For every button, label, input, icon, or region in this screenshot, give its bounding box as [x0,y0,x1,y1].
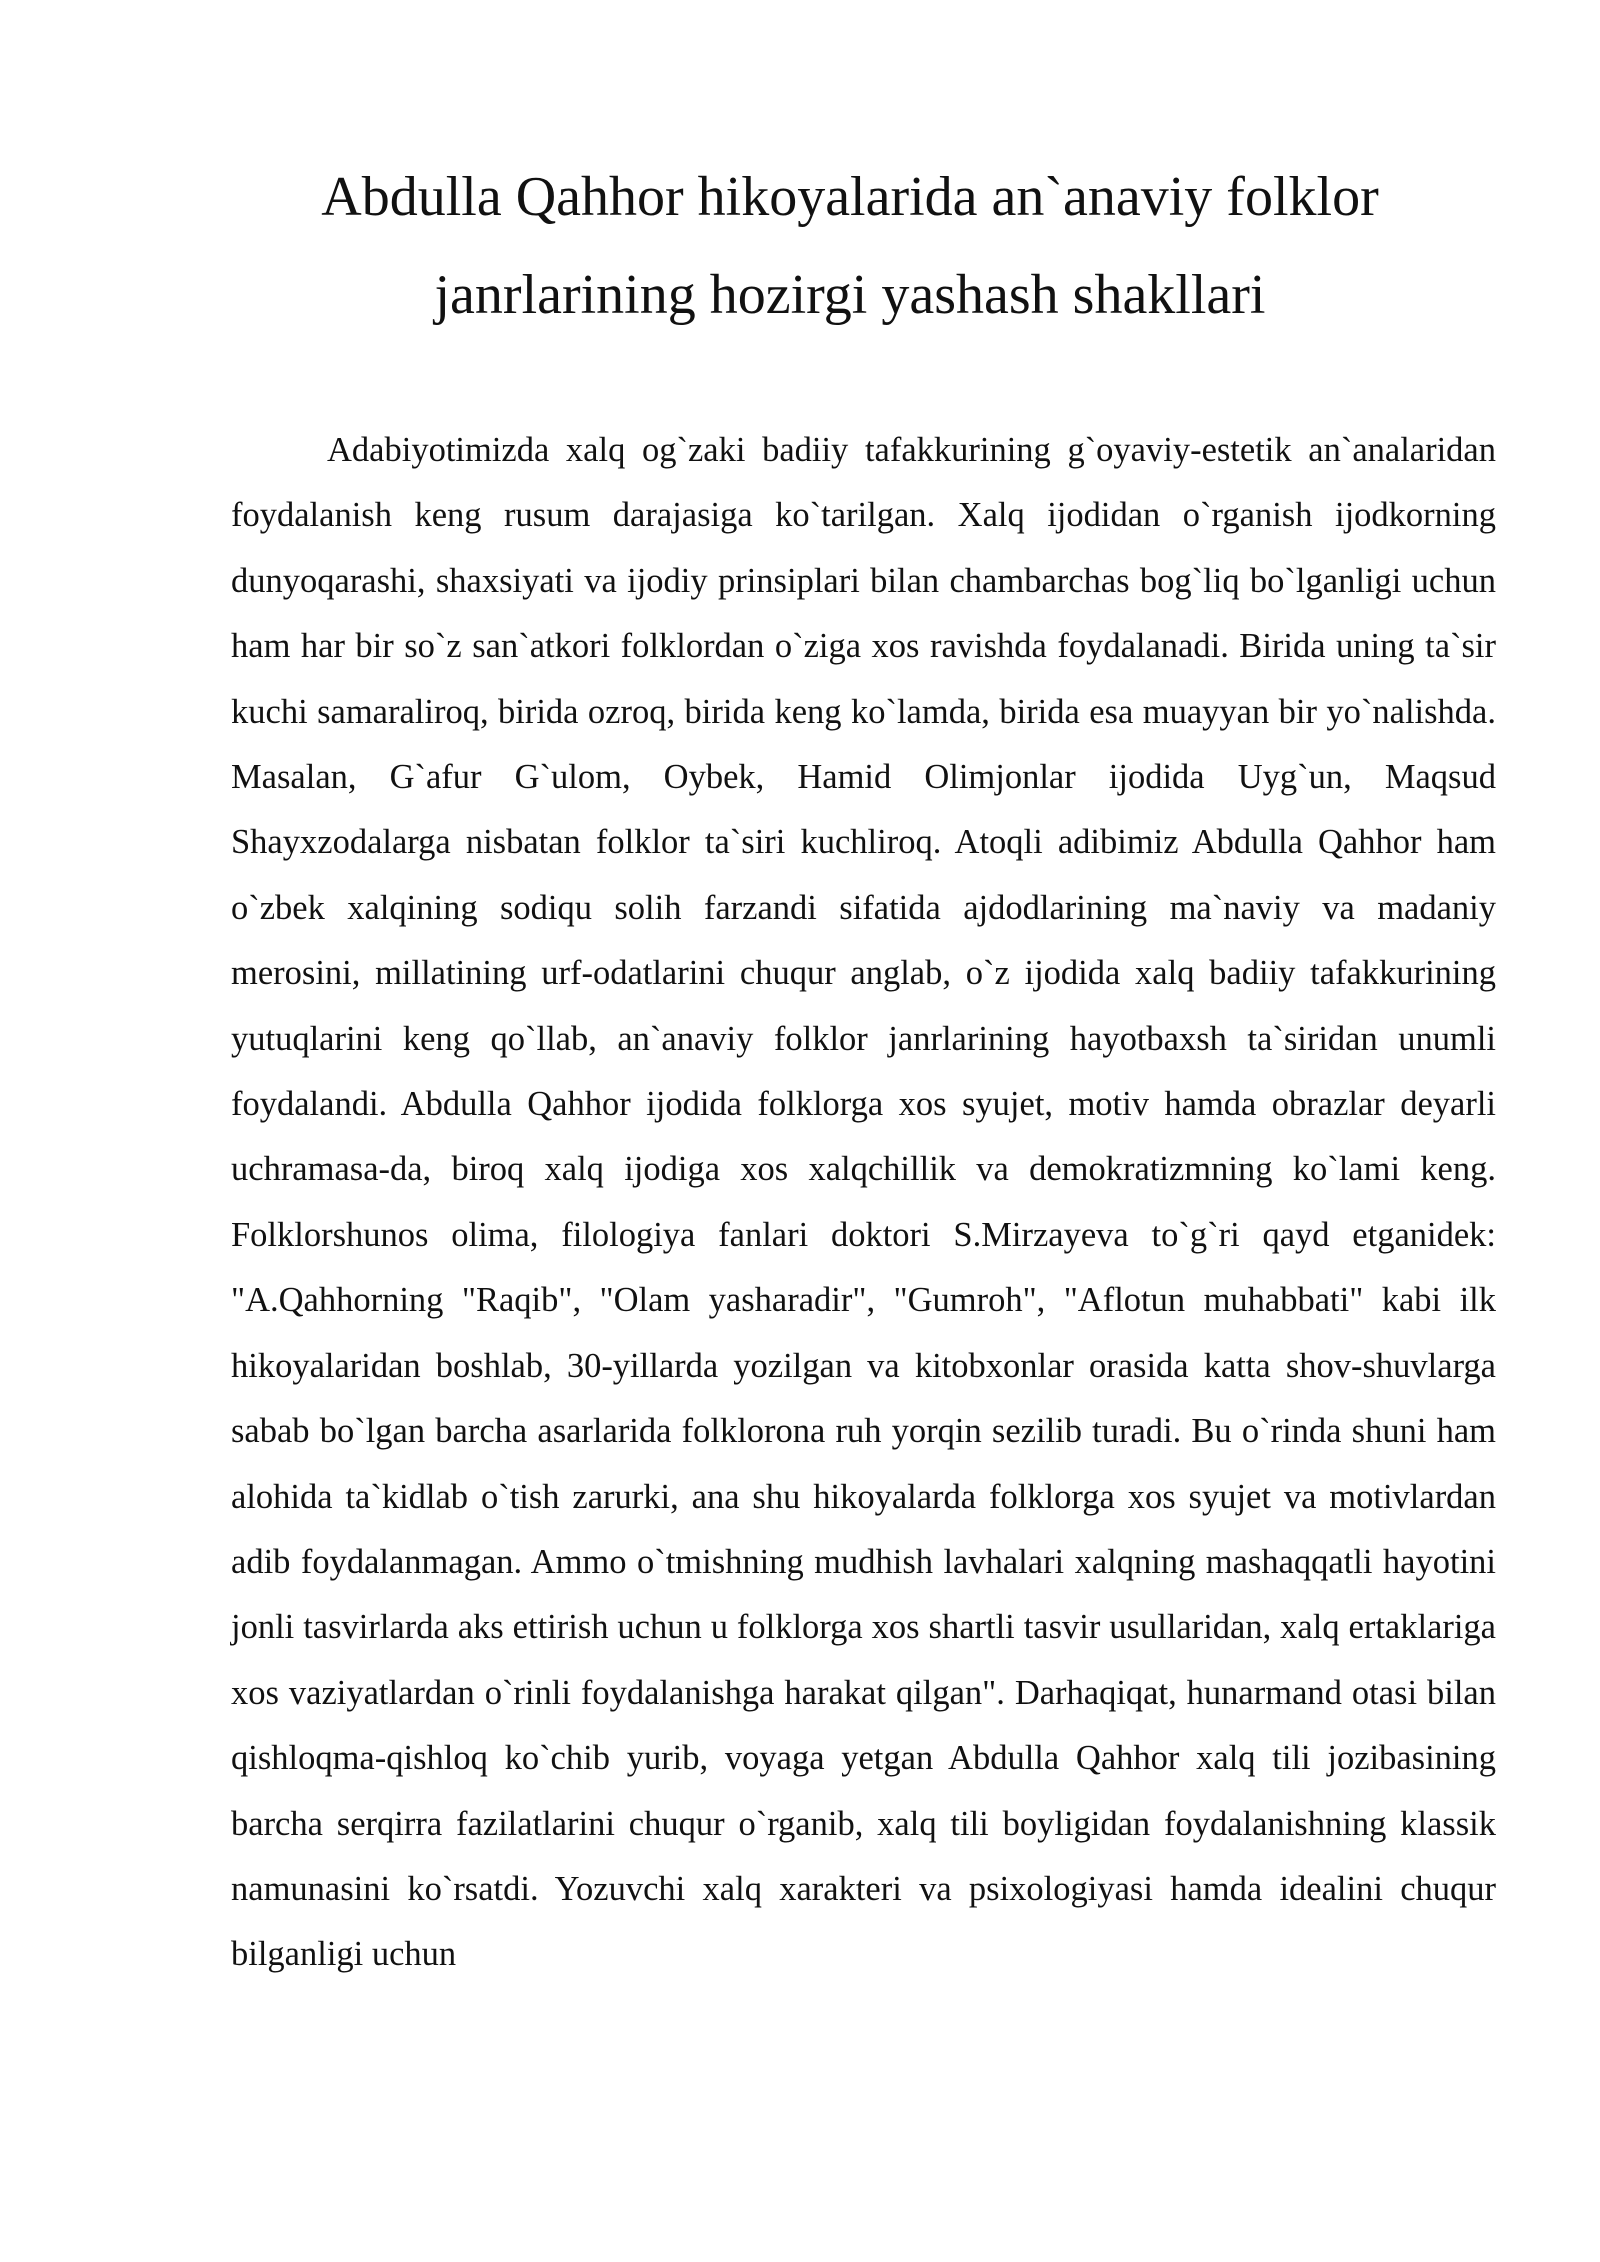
title-line-1: Abdulla Qahhor hikoyalarida an`anaviy folklor [321,166,1379,228]
body-paragraph: Adabiyotimizda xalq og`zaki badiiy tafakkurining g`oyaviy-estetik an`analaridan foydalanish keng rusum darajasiga ko`tarilgan. Xalq ijodidan o`rganish ijodkorning dunyoqarashi, shaxsiyati va ijodiy prinsiplari bilan chambarchas bog`liq bo`lganligi uchun ham har bir so`z san`atkori folklordan o`ziga xos ravishda foydalanadi. Birida uning ta`sir kuchi samaraliroq, birida ozroq, birida keng ko`lamda, birida esa muayyan bir yo`nalishda. Masalan, G`afur G`ulom, Oybek, Hamid Olimjonlar ijodida Uyg`un, Maqsud Shayxzodalarga nisbatan folklor ta`siri kuchliroq. Atoqli adibimiz Abdulla Qahhor ham o`zbek xalqining sodiqu solih farzandi sifatida ajdodlarining ma`naviy va madaniy merosini, millatining urf-odatlarini chuqur anglab, o`z ijodida xalq badiiy tafakkurining yutuqlarini keng qo`llab, an`anaviy folklor janrlarining hayotbaxsh ta`siridan unumli foydalandi. Abdulla Qahhor ijodida folklorga xos syujet, motiv hamda obrazlar deyarli uchramasa-da, biroq xalq ijodiga xos xalqchillik va demokratizmning ko`lami keng. Folklorshunos olima, filologiya fanlari doktori S.Mirzayeva to`g`ri qayd etganidek: "A.Qahhorning "Raqib", "Olam yasharadir", "Gumroh", "Aflotun muhabbati" kabi ilk hikoyalaridan boshlab, 30-yillarda yozilgan va kitobxonlar orasida katta shov-shuvlarga sabab bo`lgan barcha asarlarida folklorona ruh yorqin sezilib turadi. Bu o`rinda shuni ham alohida ta`kidlab o`tish zarurki, ana shu hikoyalarda folklorga xos syujet va motivlardan adib foydalanmagan. Ammo o`tmishning mudhish lavhalari xalqning mashaqqatli hayotini jonli tasvirlarda aks ettirish uchun u folklorga xos shartli tasvir usullaridan, xalq ertaklariga xos vaziyatlardan o`rinli foydalanishga harakat qilgan". Darhaqiqat, hunarmand otasi bilan qishloqma-qishloq ko`chib yurib, voyaga yetgan Abdulla Qahhor xalq tili jozibasining barcha serqirra fazilatlarini chuqur o`rganib, xalq tili boyligidan foydalanishning klassik namunasini ko`rsatdi. Yozuvchi xalq xarakteri va psixologiyasi hamda idealini chuqur bilganligi uchun [231,431,1496,1974]
document-title [200,148,1500,344]
title-line-2: janrlarining hozirgi yashash shakllari [434,264,1266,326]
